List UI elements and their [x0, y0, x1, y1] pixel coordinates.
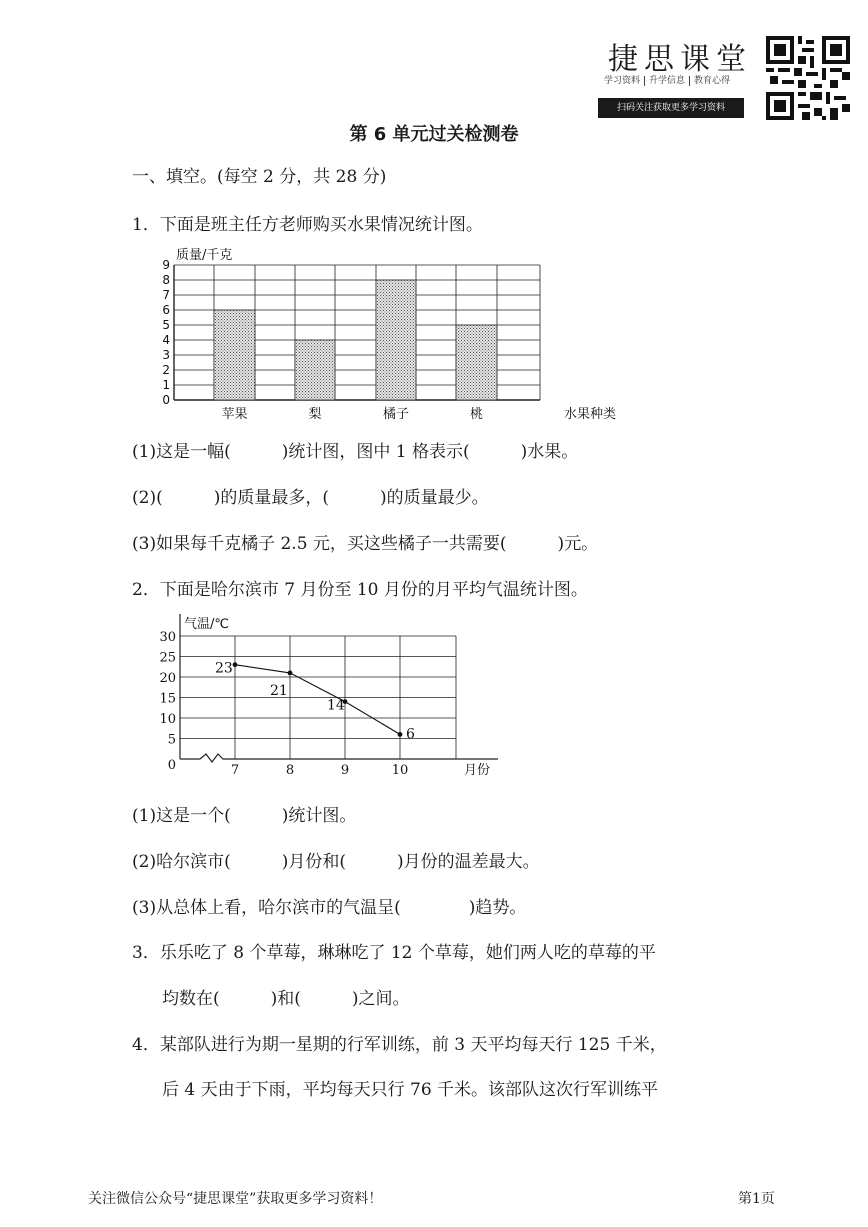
question-4-line-1: 4．某部队进行为期一星期的行军训练，前 3 天平均每天行 125 千米，	[132, 1035, 667, 1055]
y-tick-label: 30	[159, 630, 176, 645]
y-axis-label: 质量/千克	[176, 248, 233, 263]
x-tick-label: 橘子	[382, 407, 410, 422]
brand-tag: 学习资料	[600, 76, 645, 86]
y-tick-label: 0	[167, 758, 176, 773]
question-1-sub-3: (3)如果每千克橘子 2.5 元，买这些橘子一共需要( )元。	[132, 534, 599, 554]
y-tick-label: 8	[162, 273, 170, 287]
data-label: 21	[270, 682, 288, 699]
y-tick-label: 6	[162, 303, 170, 317]
x-tick-label: 8	[285, 763, 295, 778]
y-tick-label: 9	[162, 258, 170, 272]
y-tick-label: 7	[162, 288, 170, 302]
line-chart	[140, 608, 510, 788]
question-4-line-2: 后 4 天由于下雨，平均每天只行 76 千米。该部队这次行军训练平	[162, 1080, 659, 1100]
data-point	[398, 732, 403, 737]
question-1-sub-1: (1)这是一幅( )统计图，图中 1 格表示( )水果。	[132, 442, 579, 462]
bar	[456, 325, 497, 400]
y-tick-label: 3	[162, 348, 170, 362]
y-tick-label: 1	[162, 378, 170, 392]
data-point	[233, 662, 238, 667]
x-tick-label: 7	[230, 763, 240, 778]
y-tick-label: 5	[162, 318, 170, 332]
y-tick-label: 5	[167, 732, 176, 748]
footer-note: 关注微信公众号“捷思课堂”获取更多学习资料！	[88, 1191, 383, 1207]
brand-tag: 升学信息	[645, 76, 690, 86]
page-number: 第1页	[738, 1191, 775, 1207]
x-tick-label: 10	[391, 763, 409, 778]
series-line	[235, 665, 400, 735]
page-title: 第 6 单元过关检测卷	[349, 124, 519, 145]
x-tick-label: 苹果	[221, 407, 248, 422]
brand-tags	[600, 73, 734, 86]
data-point	[288, 671, 293, 676]
x-axis	[180, 754, 498, 762]
bar	[214, 310, 255, 400]
question-3-line-1: 3．乐乐吃了 8 个草莓，琳琳吃了 12 个草莓，她们两人吃的草莓的平	[132, 943, 656, 963]
bar	[376, 280, 416, 400]
x-tick-label: 梨	[308, 407, 322, 422]
section-heading: 一、填空。(每空 2 分，共 28 分)	[132, 167, 387, 187]
y-tick-label: 2	[162, 363, 170, 377]
question-2-sub-2: (2)哈尔滨市( )月份和( )月份的温差最大。	[132, 852, 540, 872]
data-label: 14	[327, 697, 345, 714]
bar-chart	[140, 238, 617, 426]
y-tick-label: 10	[159, 712, 176, 727]
x-axis-label: 水果种类	[563, 407, 617, 422]
brand-name: 捷思课堂	[608, 42, 752, 77]
qr-code-icon	[766, 36, 850, 120]
brand-tag: 教育心得	[694, 76, 731, 86]
brand-banner: 扫码关注获取更多学习资料	[598, 98, 744, 118]
question-2-sub-1: (1)这是一个( )统计图。	[132, 806, 357, 826]
y-axis-label: 气温/℃	[184, 617, 229, 632]
question-2-sub-3: (3)从总体上看，哈尔滨市的气温呈( )趋势。	[132, 898, 527, 918]
bar	[295, 340, 335, 400]
y-tick-label: 0	[162, 393, 170, 407]
question-2-stem: 2．下面是哈尔滨市 7 月份至 10 月份的月平均气温统计图。	[132, 580, 588, 600]
y-tick-label: 20	[159, 671, 176, 686]
data-label: 6	[406, 726, 415, 743]
y-tick-label: 4	[162, 333, 170, 347]
question-1-sub-2: (2)( )的质量最多，( )的质量最少。	[132, 488, 489, 508]
data-label: 23	[215, 660, 233, 677]
y-tick-label: 25	[159, 650, 176, 666]
x-tick-label: 9	[340, 763, 350, 778]
question-1-stem: 1．下面是班主任方老师购买水果情况统计图。	[132, 215, 483, 235]
x-tick-label: 桃	[469, 407, 484, 422]
question-3-line-2: 均数在( )和( )之间。	[162, 989, 410, 1009]
x-axis-label: 月份	[464, 763, 491, 778]
y-tick-label: 15	[159, 691, 176, 707]
